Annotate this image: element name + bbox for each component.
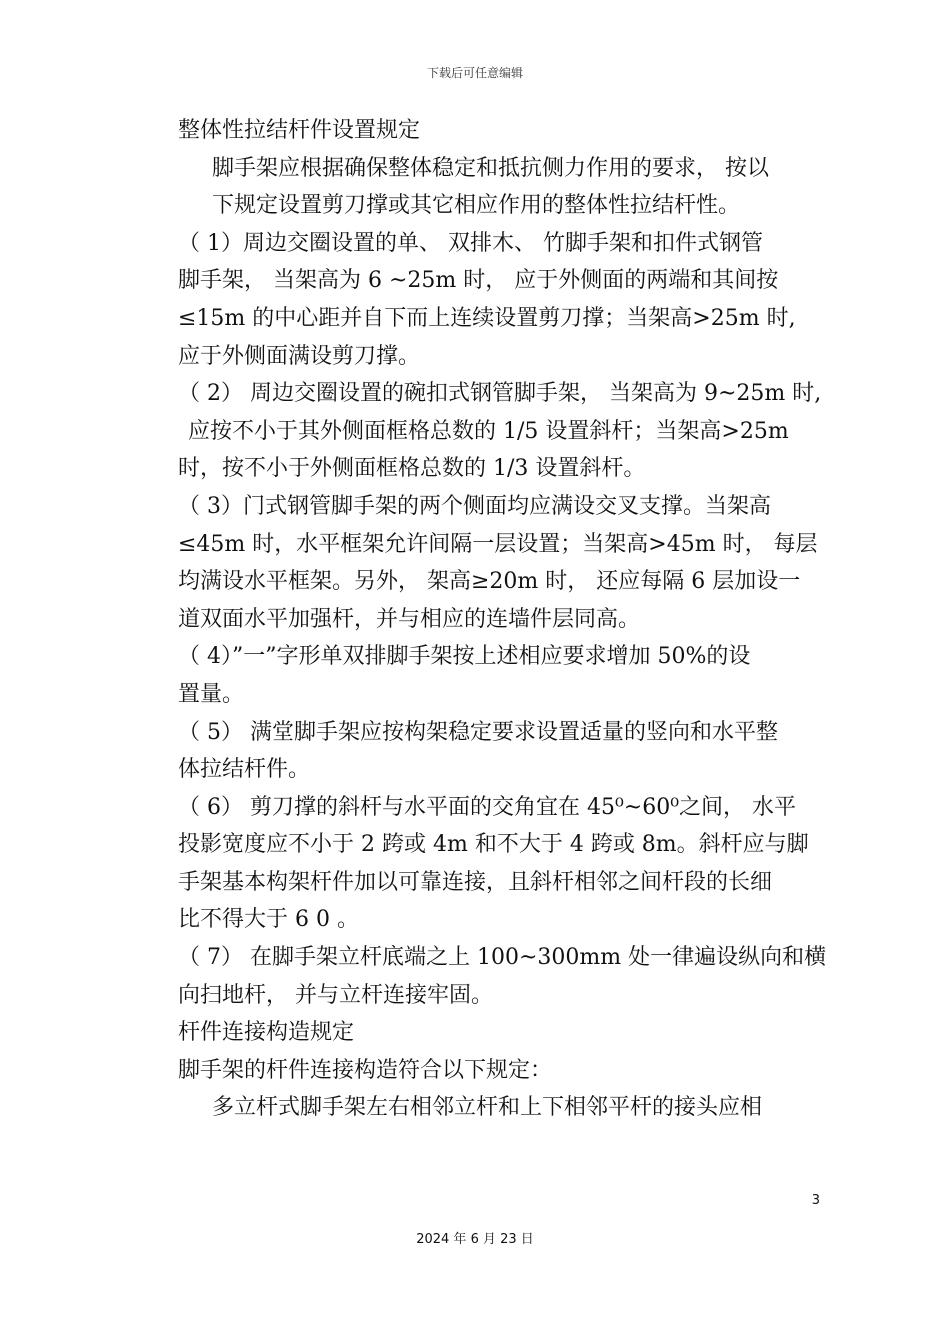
paragraph-line: 脚手架的杆件连接构造符合以下规定： xyxy=(178,1057,553,1083)
paragraph-line: 置量。 xyxy=(178,681,245,707)
paragraph-line: 体拉结杆件。 xyxy=(178,757,311,783)
document-body xyxy=(178,112,828,1127)
paragraph-line: 应于外侧面满设剪刀撑。 xyxy=(178,343,421,369)
paragraph-line: 手架基本构架杆件加以可靠连接，且斜杆相邻之间杆段的长细 xyxy=(178,869,773,895)
paragraph-line: 向扫地杆， 并与立杆连接牢固。 xyxy=(178,982,493,1008)
paragraph-line: （ 7） 在脚手架立杆底端之上 100~300mm 处一律遍设纵向和横 xyxy=(178,945,827,971)
footer-date: 2024 年 6 月 23 日 xyxy=(416,1232,534,1247)
paragraph-line: 投影宽度应不小于 2 跨或 4m 和不大于 4 跨或 8m。斜杆应与脚 xyxy=(178,832,809,858)
paragraph-line: ≤45m 时，水平框架允许间隔一层设置；当架高>45m 时， 每层 xyxy=(178,531,818,557)
paragraph-line: （ 3）门式钢管脚手架的两个侧面均应满设交叉支撑。当架高 xyxy=(178,493,771,519)
paragraph-line: 多立杆式脚手架左右相邻立杆和上下相邻平杆的接头应相 xyxy=(212,1095,763,1121)
paragraph-line: 脚手架， 当架高为 6 ~25m 时， 应于外侧面的两端和其间按 xyxy=(178,268,779,294)
paragraph-line: 下规定设置剪刀撑或其它相应作用的整体性拉结杆性。 xyxy=(212,193,741,219)
page-number: 3 xyxy=(811,1193,820,1208)
paragraph-line: 脚手架应根据确保整体稳定和抵抗侧力作用的要求， 按以 xyxy=(212,155,769,181)
paragraph-line: （ 6） 剪刀撑的斜杆与水平面的交角宜在 45⁰~60⁰之间， 水平 xyxy=(178,794,797,820)
paragraph-line: （ 5） 满堂脚手架应按构架稳定要求设置适量的竖向和水平整 xyxy=(178,719,778,745)
paragraph-line: 道双面水平加强杆，并与相应的连墙件层同高。 xyxy=(178,606,641,632)
paragraph-line: （ 1）周边交圈设置的单、 双排木、 竹脚手架和扣件式钢管 xyxy=(178,230,763,256)
paragraph-line: （ 4）”一”字形单双排脚手架按上述相应要求增加 50%的设 xyxy=(178,644,751,670)
paragraph-line: 时，按不小于外侧面框格总数的 1/3 设置斜杆。 xyxy=(178,456,646,482)
paragraph-line: 比不得大于 6 0 。 xyxy=(178,907,359,933)
section-heading: 整体性拉结杆件设置规定 xyxy=(178,118,421,143)
page-header: 下载后可任意编辑 xyxy=(426,66,523,80)
section-heading: 杆件连接构造规定 xyxy=(178,1020,355,1046)
paragraph-line: ≤15m 的中心距并自下而上连续设置剪刀撑；当架高>25m 时, xyxy=(178,305,796,331)
paragraph-line: 应按不小于其外侧面框格总数的 1/5 设置斜杆；当架高>25m xyxy=(188,418,789,444)
paragraph-line: （ 2） 周边交圈设置的碗扣式钢管脚手架， 当架高为 9~25m 时, xyxy=(178,381,822,407)
paragraph-line: 均满设水平框架。另外， 架高≥20m 时， 还应每隔 6 层加设一 xyxy=(178,569,801,595)
